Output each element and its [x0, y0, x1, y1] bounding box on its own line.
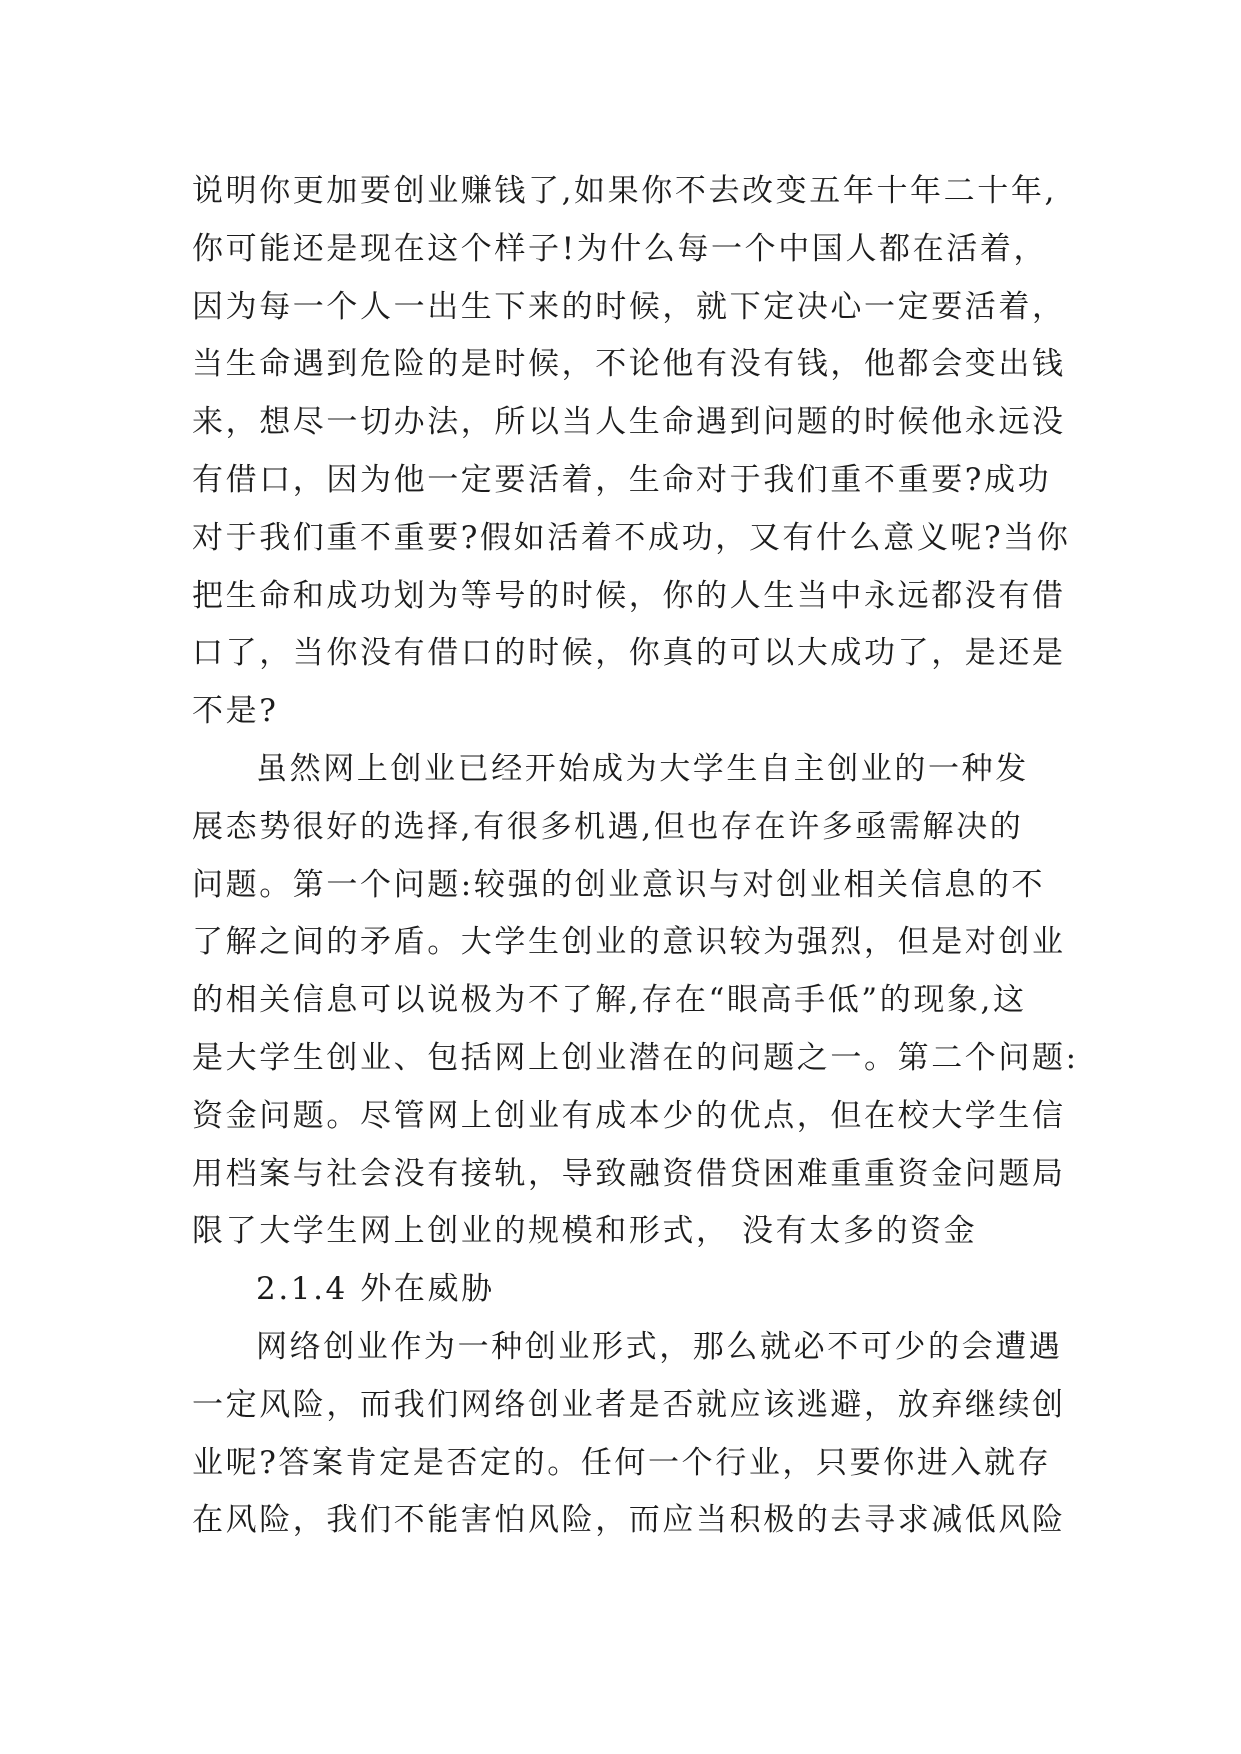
- paragraph-line: 是大学生创业、包括网上创业潜在的问题之一。第二个问题:: [192, 1039, 1079, 1076]
- paragraph-line: 资金问题。尽管网上创业有成本少的优点，但在校大学生信: [192, 1097, 1066, 1134]
- paragraph-first-line: 网络创业作为一种创业形式，那么就必不可少的会遭遇: [256, 1328, 1063, 1365]
- paragraph-line: 了解之间的矛盾。大学生创业的意识较为强烈，但是对创业: [192, 924, 1066, 961]
- paragraph-line: 因为每一个人一出生下来的时候，就下定决心一定要活着，: [192, 288, 1066, 325]
- paragraph-line: 你可能还是现在这个样子!为什么每一个中国人都在活着，: [192, 230, 1048, 267]
- paragraph-line: 有借口，因为他一定要活着，生命对于我们重不重要?成功: [192, 461, 1052, 498]
- document-body: [192, 163, 1079, 1550]
- paragraph-line: 当生命遇到危险的是时候，不论他有没有钱，他都会变出钱: [192, 346, 1066, 383]
- paragraph-line: 对于我们重不重要?假如活着不成功，又有什么意义呢?当你: [192, 519, 1071, 556]
- paragraph-line: 不是?: [192, 693, 279, 730]
- paragraph-line: 来，想尽一切办法，所以当人生命遇到问题的时候他永远没: [192, 404, 1066, 441]
- paragraph-line: 口了，当你没有借口的时候，你真的可以大成功了，是还是: [192, 635, 1066, 672]
- paragraph-line: 问题。第一个问题:较强的创业意识与对创业相关信息的不: [192, 866, 1046, 903]
- paragraph-line: 展态势很好的选择,有很多机遇,但也存在许多亟需解决的: [192, 808, 1024, 845]
- paragraph-line: 的相关信息可以说极为不了解,存在“眼高手低”的现象,这: [192, 982, 1027, 1019]
- paragraph-line: 用档案与社会没有接轨，导致融资借贷困难重重资金问题局: [192, 1155, 1066, 1192]
- paragraph-line: 一定风险，而我们网络创业者是否就应该逃避，放弃继续创: [192, 1386, 1066, 1423]
- paragraph-line: 业呢?答案肯定是否定的。任何一个行业，只要你进入就存: [192, 1444, 1052, 1481]
- section-heading: 2.1.4 外在威胁: [256, 1271, 495, 1308]
- paragraph-first-line: 虽然网上创业已经开始成为大学生自主创业的一种发: [256, 750, 1029, 787]
- paragraph-line: 把生命和成功划为等号的时候，你的人生当中永远都没有借: [192, 577, 1066, 614]
- paragraph-line: 在风险，我们不能害怕风险，而应当积极的去寻求减低风险: [192, 1502, 1066, 1539]
- paragraph-line: 限了大学生网上创业的规模和形式， 没有太多的资金: [192, 1213, 978, 1250]
- paragraph-line: 说明你更加要创业赚钱了,如果你不去改变五年十年二十年,: [192, 173, 1057, 209]
